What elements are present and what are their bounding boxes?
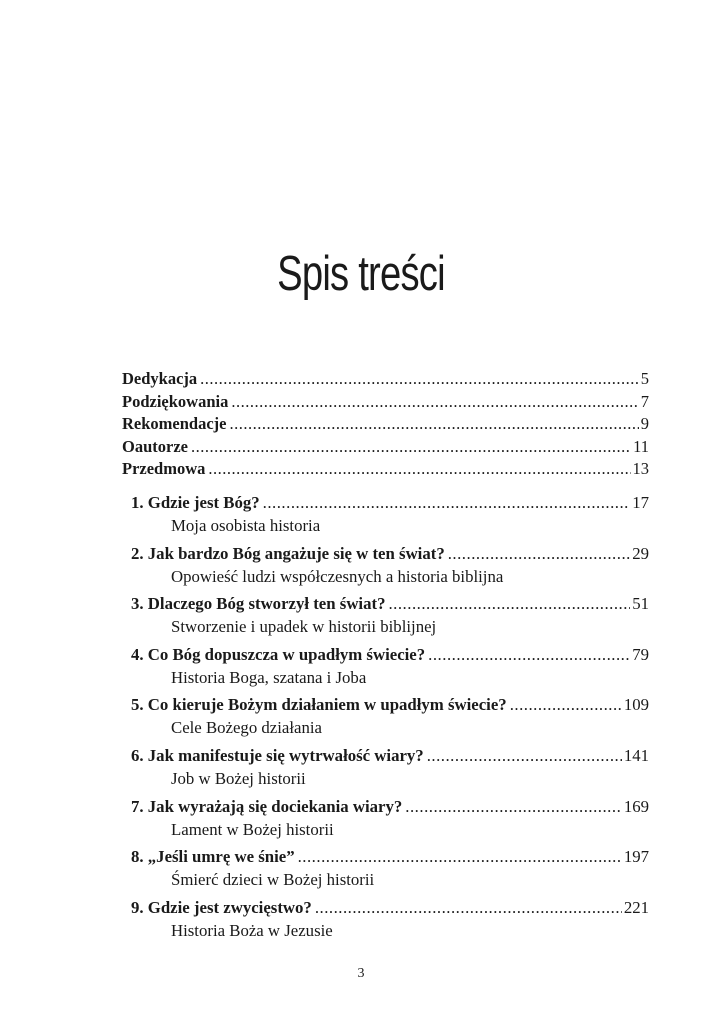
chapter-page: 29 (632, 543, 649, 563)
toc-entry-label: Rekomendacje (122, 414, 227, 434)
chapter-page: 17 (632, 493, 649, 512)
toc-entry-about-author (122, 437, 649, 460)
chapter-subtitle: Historia Boża w Jezusie (171, 920, 333, 940)
chapter-page: 51 (632, 594, 649, 614)
chapter-subtitle: Śmierć dzieci w Bożej historii (171, 870, 375, 890)
dot-leader (229, 414, 638, 434)
chapter-entry-4 (131, 644, 649, 695)
chapter-entry-2 (131, 543, 649, 594)
chapter-page: 169 (623, 796, 649, 816)
chapter-title: 2. Jak bardzo Bóg angażuje się w ten świat? (131, 543, 445, 563)
chapter-subtitle: Moja osobista historia (171, 516, 321, 535)
chapter-subtitle: Opowieść ludzi współczesnych a historia biblijna (171, 566, 504, 586)
chapter-subtitle: Cele Bożego działania (171, 718, 322, 738)
toc-entry-page: 13 (632, 459, 649, 479)
chapter-list (131, 492, 649, 947)
front-matter-list (122, 369, 649, 482)
chapter-entry-5 (131, 694, 649, 745)
chapter-entry-1 (131, 492, 649, 543)
chapter-page: 109 (623, 695, 649, 715)
toc-entry-dedication (122, 369, 649, 392)
toc-entry-page: 9 (640, 414, 649, 434)
chapter-title: 8. „Jeśli umrę we śnie” (131, 847, 295, 867)
dot-leader (388, 593, 630, 615)
page-number: 3 (357, 966, 365, 981)
dot-leader (448, 543, 631, 565)
chapter-subtitle: Historia Boga, szatana i Joba (171, 667, 367, 687)
dot-leader (231, 392, 638, 412)
dot-leader (263, 492, 631, 514)
toc-entry-page: 5 (640, 369, 649, 388)
toc-entry-preface (122, 459, 649, 482)
chapter-page: 79 (632, 644, 649, 664)
chapter-subtitle: Job w Bożej historii (171, 768, 306, 788)
dot-leader (208, 459, 630, 479)
chapter-subtitle: Lament w Bożej historii (171, 819, 334, 839)
toc-entry-label: Przedmowa (122, 459, 206, 479)
dot-leader (510, 694, 622, 716)
chapter-page: 221 (623, 897, 649, 917)
chapter-entry-8 (131, 846, 649, 897)
page-title: Spis treści (277, 247, 445, 301)
chapter-title: 1. Gdzie jest Bóg? (131, 493, 260, 512)
dot-leader (200, 369, 639, 389)
chapter-title: 7. Jak wyrażają się dociekania wiary? (131, 796, 403, 816)
chapter-title: 5. Co kieruje Bożym działaniem w upadłym świecie? (131, 695, 507, 715)
chapter-page: 141 (623, 745, 649, 765)
dot-leader (191, 437, 631, 457)
toc-entry-label: Dedykacja (122, 369, 198, 388)
chapter-entry-6 (131, 745, 649, 796)
toc-entry-recommendations (122, 414, 649, 437)
chapter-page: 197 (623, 847, 649, 867)
chapter-entry-9 (131, 897, 649, 948)
toc-entry-acknowledgements (122, 392, 649, 415)
chapter-title: 3. Dlaczego Bóg stworzył ten świat? (131, 594, 386, 614)
chapter-entry-3 (131, 593, 649, 644)
chapter-title: 4. Co Bóg dopuszcza w upadłym świecie? (131, 644, 426, 664)
chapter-title: 6. Jak manifestuje się wytrwałość wiary? (131, 745, 424, 765)
toc-entry-label: Podziękowania (122, 391, 229, 411)
dot-leader (315, 897, 622, 919)
dot-leader (405, 796, 622, 818)
chapter-title: 9. Gdzie jest zwycięstwo? (131, 897, 312, 917)
chapter-subtitle: Stworzenie i upadek w historii biblijnej (171, 617, 437, 637)
toc-entry-page: 7 (640, 391, 649, 411)
chapter-entry-7 (131, 796, 649, 847)
dot-leader (428, 644, 630, 666)
dot-leader (298, 846, 622, 868)
toc-entry-label: Oautorze (122, 436, 188, 456)
dot-leader (427, 745, 622, 767)
toc-entry-page: 11 (633, 436, 649, 456)
